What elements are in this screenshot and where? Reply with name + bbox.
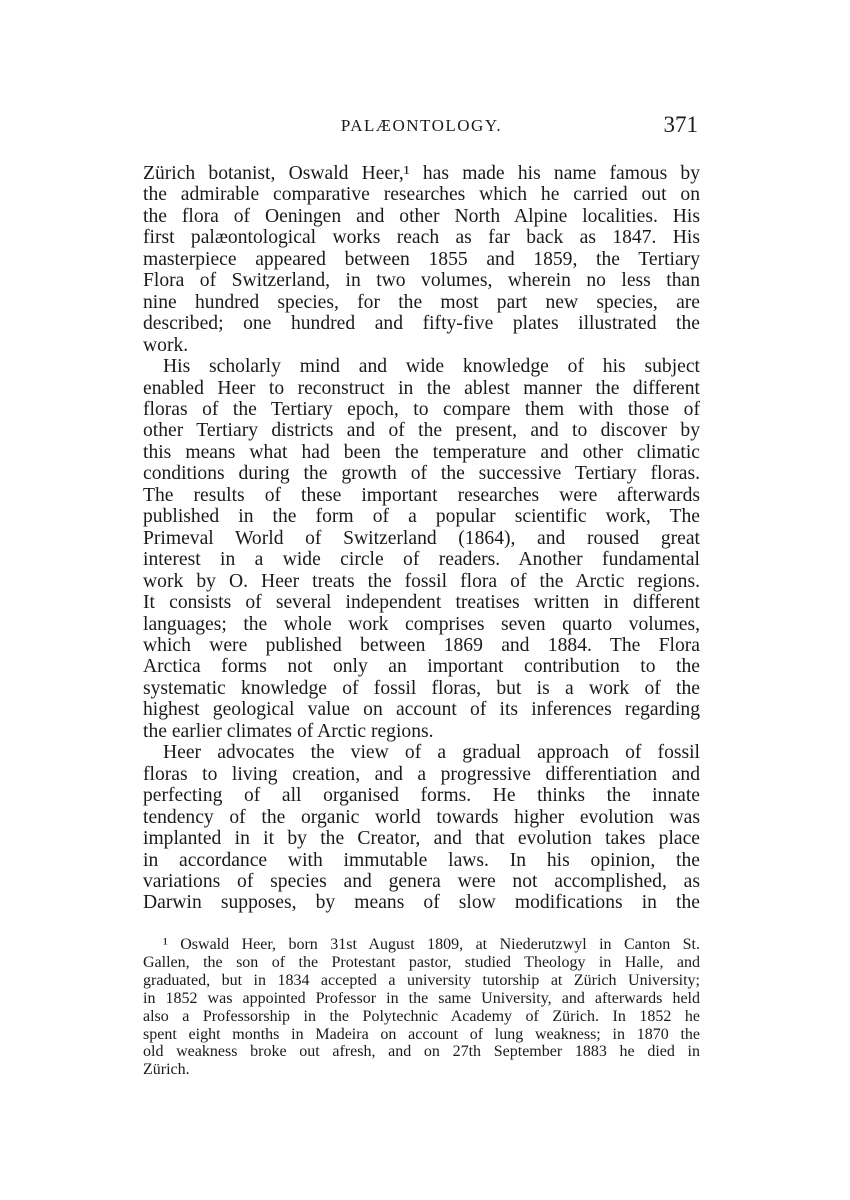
text-line: which were published between 1869 and 1884. The Flora [143,634,700,656]
text-line: the earlier climates of Arctic regions. [143,720,434,742]
text-line: masterpiece appeared between 1855 and 1859, the Tertiary [143,248,700,270]
footnote-line: Gallen, the son of the Protestant pastor, studied Theology in Halle, and [143,953,700,971]
text-line: highest geological value on account of its inferences regarding [143,699,700,721]
running-head: PALÆONTOLOGY. [340,116,503,135]
text-line: published in the form of a popular scientific work, The [143,506,700,528]
text-line: perfecting of all organised forms. He thinks the innate [143,785,700,807]
text-line: tendency of the organic world towards higher evolution was [143,806,700,828]
text-line: floras to living creation, and a progressive differentiation and [143,763,700,785]
footnote [143,936,700,1079]
page-header [143,112,700,146]
text-line: His scholarly mind and wide knowledge of his subject [163,356,700,378]
text-line: implanted in it by the Creator, and that evolution takes place [143,828,700,850]
text-line: described; one hundred and fifty-five plates illustrated the [143,313,700,335]
text-line: Primeval World of Switzerland (1864), and roused great [143,527,700,549]
text-line: languages; the whole work comprises seven quarto volumes, [143,613,700,635]
text-line: enabled Heer to reconstruct in the ablest manner the different [143,377,700,399]
text-line: Flora of Switzerland, in two volumes, wherein no less than [143,270,700,292]
footnote-line: old weakness broke out afresh, and on 27th September 1883 he died in [143,1043,700,1061]
text-line: in accordance with immutable laws. In his opinion, the [143,849,700,871]
text-line: systematic knowledge of fossil floras, but is a work of the [143,677,700,699]
footnote-line: ¹ Oswald Heer, born 31st August 1809, at Niederutzwyl in Canton St. [163,936,700,953]
body-text [143,163,700,914]
footnote-line: graduated, but in 1834 accepted a university tutorship at Zürich University; [143,971,700,989]
text-line: work. [143,334,189,356]
text-line: work by O. Heer treats the fossil flora of the Arctic regions. [143,570,700,592]
text-line: Heer advocates the view of a gradual approach of fossil [163,742,700,764]
text-line: this means what had been the temperature and other climatic [143,441,700,463]
text-line: floras of the Tertiary epoch, to compare them with those of [143,398,700,420]
text-line: It consists of several independent treatises written in different [143,592,700,614]
text-line: the flora of Oeningen and other North Alpine localities. His [143,205,700,227]
text-line: Darwin supposes, by means of slow modifications in the [143,892,700,914]
text-line: interest in a wide circle of readers. Another fundamental [143,549,700,571]
page-number: 371 [663,112,698,137]
text-line: other Tertiary districts and of the present, and to discover by [143,420,700,442]
text-line: nine hundred species, for the most part new species, are [143,291,700,313]
text-line: the admirable comparative researches which he carried out on [143,184,700,206]
text-line: first palæontological works reach as far back as 1847. His [143,227,700,249]
footnote-line: Zürich. [143,1061,190,1079]
text-line: Arctica forms not only an important contribution to the [143,656,700,678]
footnote-line: also a Professorship in the Polytechnic Academy of Zürich. In 1852 he [143,1007,700,1025]
text-line: The results of these important researches were afterwards [143,484,700,506]
text-line: Zürich botanist, Oswald Heer,¹ has made his name famous by [143,163,700,184]
footnote-line: in 1852 was appointed Professor in the same University, and afterwards held [143,989,700,1007]
text-line: conditions during the growth of the successive Tertiary floras. [143,463,700,485]
footnote-line: spent eight months in Madeira on account of lung weakness; in 1870 the [143,1025,700,1043]
text-line: variations of species and genera were not accomplished, as [143,870,700,892]
